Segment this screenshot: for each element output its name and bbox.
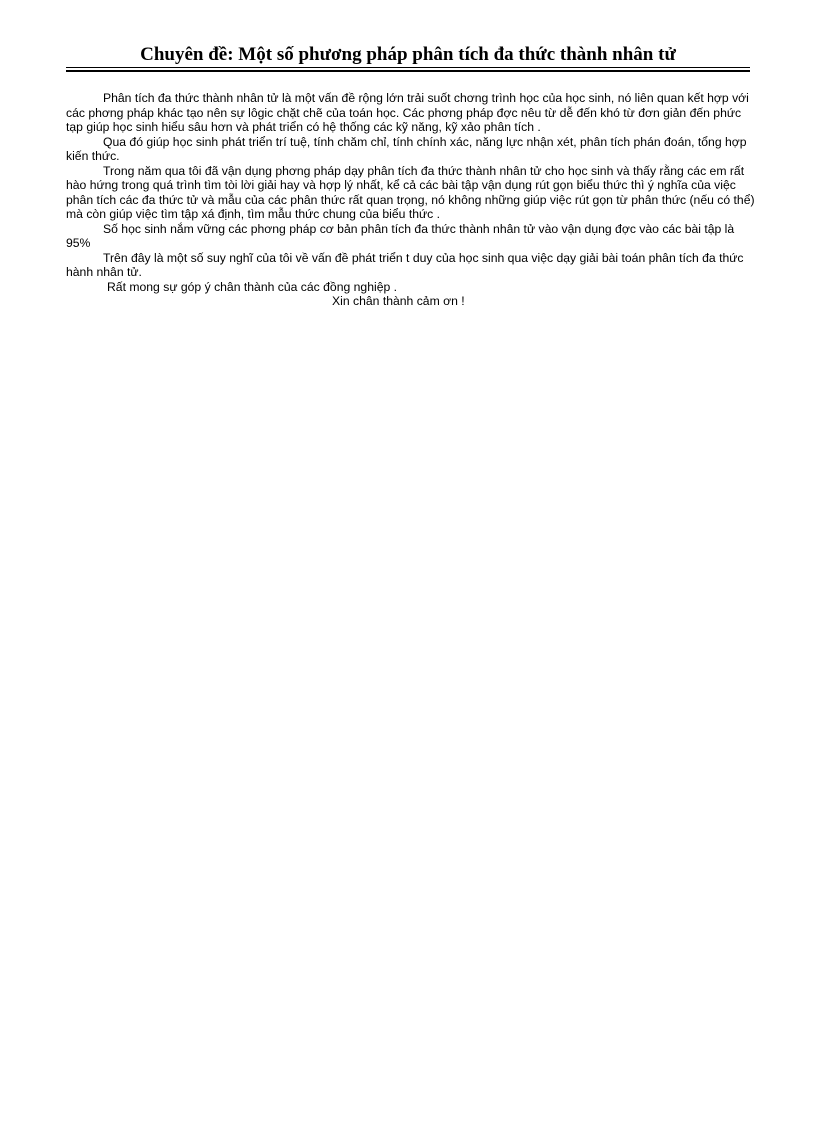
title-underline-thin xyxy=(66,67,750,68)
paragraph: Trong năm qua tôi đã vận dụng phơng pháp dạy phân tích đa thức thành nhân tử cho học sinh và thấy rằng các em rất hào hứng trong quá trình tìm tòi lời giải hay và hợp lý nhất, kể cả các bài tập vận dụng rút gọn biểu thức thì ý nghĩa của việc phân tích các đa thức tử và mẫu của các phân thức rất quan trọng, nó không những giúp việc rút gọn từ phân thức (nếu có thể) mà còn giúp việc tìm tập xá định, tìm mẫu thức chung của biểu thức . xyxy=(66,163,755,221)
closing-request: Rất mong sự góp ý chân thành của các đồng nghiệp . xyxy=(107,279,398,294)
title-underline-thick xyxy=(66,70,750,72)
paragraph: Trên đây là một số suy nghĩ của tôi về vấn đề phát triển t duy của học sinh qua việc dạy giải bài toán phân tích đa thức hành nhân tử. xyxy=(66,250,744,279)
closing-thanks: Xin chân thành cảm ơn ! xyxy=(332,294,465,308)
paragraph: Phân tích đa thức thành nhân tử là một vấn đề rộng lớn trải suốt chơng trình học của học sinh, nó liên quan kết hợp với các phơng pháp khác tạo nên sự lôgic chặt chẽ của toán học. Các phơng pháp đợc nêu từ dễ đến khó từ đơn giản đến phức tạp giúp học sinh hiểu sâu hơn và phát triển có hệ thống các kỹ năng, kỹ xảo phân tích . xyxy=(66,91,749,134)
document-title: Chuyên đề: Một số phương pháp phân tích đa thức thành nhân tử xyxy=(140,44,676,65)
document-body xyxy=(66,91,756,309)
paragraph: Số học sinh nắm vững các phơng pháp cơ bản phân tích đa thức thành nhân tử vào vận dụng đợc vào các bài tập là 95% xyxy=(66,221,735,250)
paragraph: Qua đó giúp học sinh phát triển trí tuệ, tính chăm chỉ, tính chính xác, năng lực nhận xét, phân tích phán đoán, tổng hợp kiến thức. xyxy=(66,134,747,163)
